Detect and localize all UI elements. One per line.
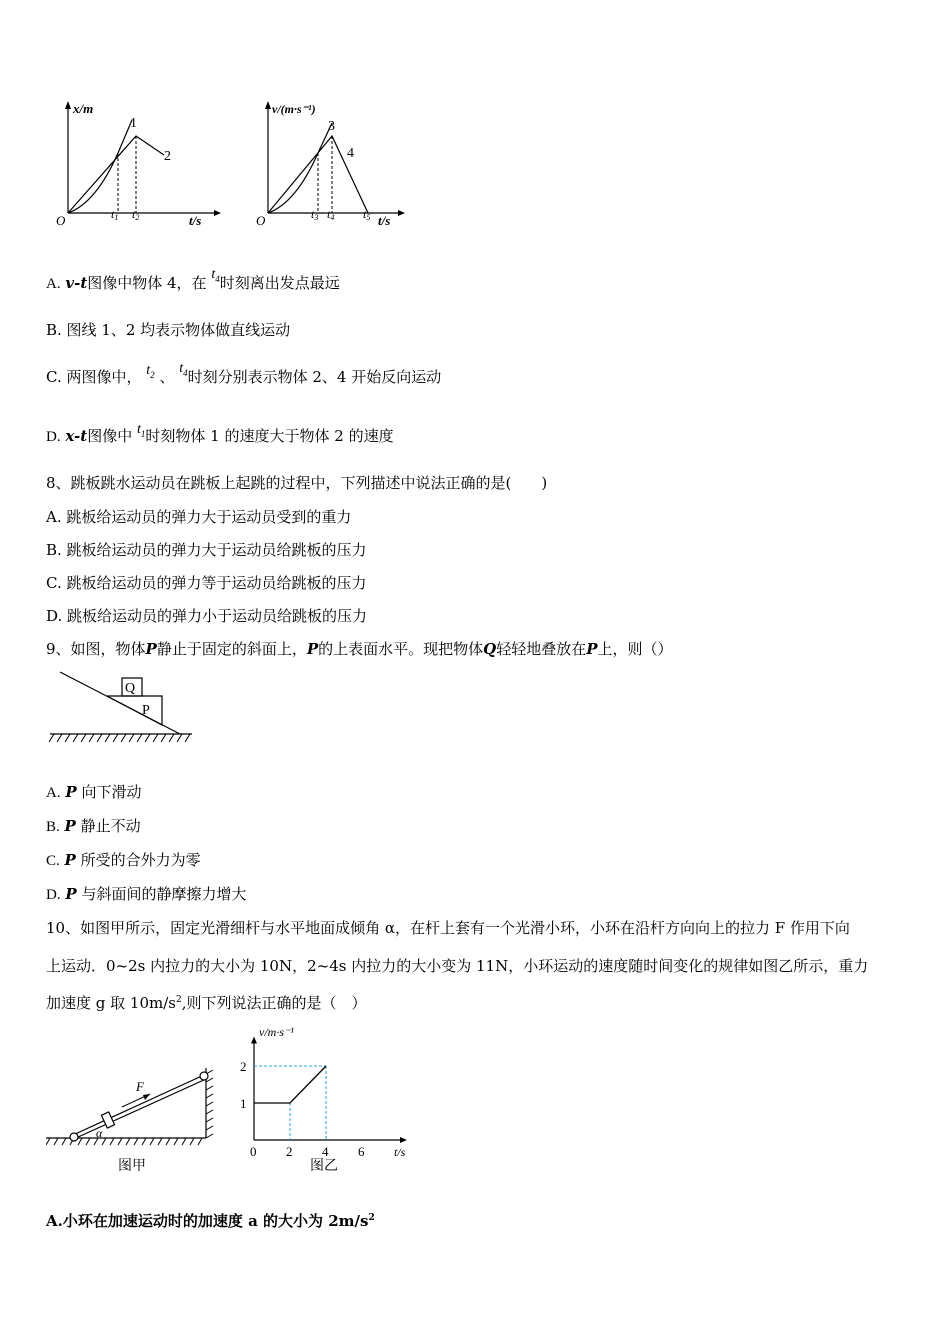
- q7-option-c: C. 两图像中， $t_2$ 、 $t_4$时刻分别表示物体 2、4 开始反向运动: [46, 361, 442, 386]
- xt-curve-1: [68, 120, 132, 213]
- y-axis-arrow: [251, 1037, 257, 1044]
- q10-stem-line-3: 加速度 g 取 $10m/s^2$,则下列说法正确的是（ ）: [46, 994, 367, 1012]
- xt-label-1: 1: [130, 116, 137, 131]
- figure-yi-chart: [232, 1022, 412, 1178]
- vt-t3: t: [311, 207, 315, 221]
- vt-ylabel: v/(m·s⁻¹): [272, 102, 316, 116]
- vt-t5: t: [363, 207, 367, 221]
- xt-origin: O: [56, 213, 66, 228]
- q8-stem: 8、跳板跳水运动员在跳板上起跳的过程中，下列描述中说法正确的是( ): [46, 474, 548, 492]
- q9-option-b: B. P 静止不动: [46, 817, 141, 835]
- vt-label-3: 3: [328, 119, 335, 134]
- x-axis-label: t/s: [394, 1145, 406, 1159]
- vt-graph: [246, 95, 416, 230]
- figure-jia: [46, 1060, 218, 1178]
- svg-text:t1: [111, 207, 118, 222]
- q7-option-b: B. 图线 1、2 均表示物体做直线运动: [46, 321, 291, 339]
- x-tick-label: 4: [322, 1144, 329, 1159]
- q10-stem-line-1: 10、如图甲所示，固定光滑细杆与水平地面成倾角 α，在杆上套有一个光滑小环，小环在沿杆方向向上的拉力 F 作用下向: [46, 919, 850, 937]
- xt-t1-sub: 1: [114, 213, 119, 222]
- vt-xlabel: t/s: [378, 213, 391, 228]
- q9-option-a: A. P 向下滑动: [46, 783, 142, 801]
- q10-option-a: A.小环在加速运动时的加速度 a 的大小为 $2m/s^2$: [46, 1212, 375, 1230]
- q8-option-b: B. 跳板给运动员的弹力大于运动员给跳板的压力: [46, 541, 367, 559]
- q7-option-d: D. x-t图像中 $t_1$时刻物体 1 的速度大于物体 2 的速度: [46, 422, 394, 445]
- xt-line-2: [68, 136, 164, 213]
- q10-stem-line-2: 上运动．0~2s 内拉力的大小为 10N，2~4s 内拉力的大小变为 11N，小环运动的速度随时间变化的规律如图乙所示，重力: [46, 957, 869, 975]
- q7-option-a: A. v-t图像中物体 4，在 $t_4$时刻离出发点最远: [46, 267, 340, 292]
- q8-option-d: D. 跳板给运动员的弹力小于运动员给跳板的压力: [46, 607, 368, 625]
- vt-t4: t: [327, 207, 331, 221]
- angle-label: α: [96, 1126, 103, 1140]
- q8-option-c: C. 跳板给运动员的弹力等于运动员给跳板的压力: [46, 574, 367, 592]
- x-tick-label: 0: [250, 1144, 257, 1159]
- q9-option-c: C. P 所受的合外力为零: [46, 851, 201, 869]
- vt-label-4: 4: [347, 146, 354, 161]
- svg-text:t4: [327, 207, 334, 222]
- vt-curve-3: [268, 123, 332, 213]
- svg-text:t2: [132, 207, 139, 222]
- svg-text:t3: [311, 207, 318, 222]
- vt-t3-sub: 3: [314, 213, 319, 222]
- incline-figure: [46, 668, 196, 748]
- xt-xlabel: t/s: [189, 213, 202, 228]
- force-label: F: [136, 1079, 144, 1094]
- xt-ylabel: x/m: [73, 101, 94, 116]
- block-q-label: Q: [125, 681, 136, 696]
- xt-t2-sub: 2: [135, 213, 140, 222]
- y-tick-label: 2: [240, 1059, 247, 1074]
- velocity-line: [254, 1066, 326, 1103]
- x-tick-label: 6: [358, 1144, 365, 1159]
- xt-label-2: 2: [164, 149, 171, 164]
- xt-graph: [46, 95, 226, 230]
- q8-option-a: A. 跳板给运动员的弹力大于运动员受到的重力: [46, 508, 352, 526]
- q9-option-d: D. P 与斜面间的静摩擦力增大: [46, 885, 247, 903]
- xt-t2: t: [132, 207, 136, 221]
- figure-jia-caption: 图甲: [118, 1159, 146, 1174]
- block-p-label: P: [142, 703, 150, 718]
- vt-origin: O: [256, 213, 266, 228]
- figure-yi-caption: 图乙: [310, 1159, 338, 1174]
- vt-t5-sub: 5: [366, 213, 371, 222]
- x-tick-label: 2: [286, 1144, 293, 1159]
- q9-stem: 9、如图，物体P静止于固定的斜面上，P的上表面水平。现把物体Q轻轻地叠放在P上，则（）: [46, 640, 673, 658]
- y-axis-label: v/m·s⁻¹: [259, 1025, 294, 1039]
- block-p: [107, 696, 162, 725]
- y-tick-label: 1: [240, 1096, 247, 1111]
- x-axis-arrow: [400, 1137, 407, 1143]
- vt-t4-sub: 4: [330, 213, 335, 222]
- xt-t1: t: [111, 207, 115, 221]
